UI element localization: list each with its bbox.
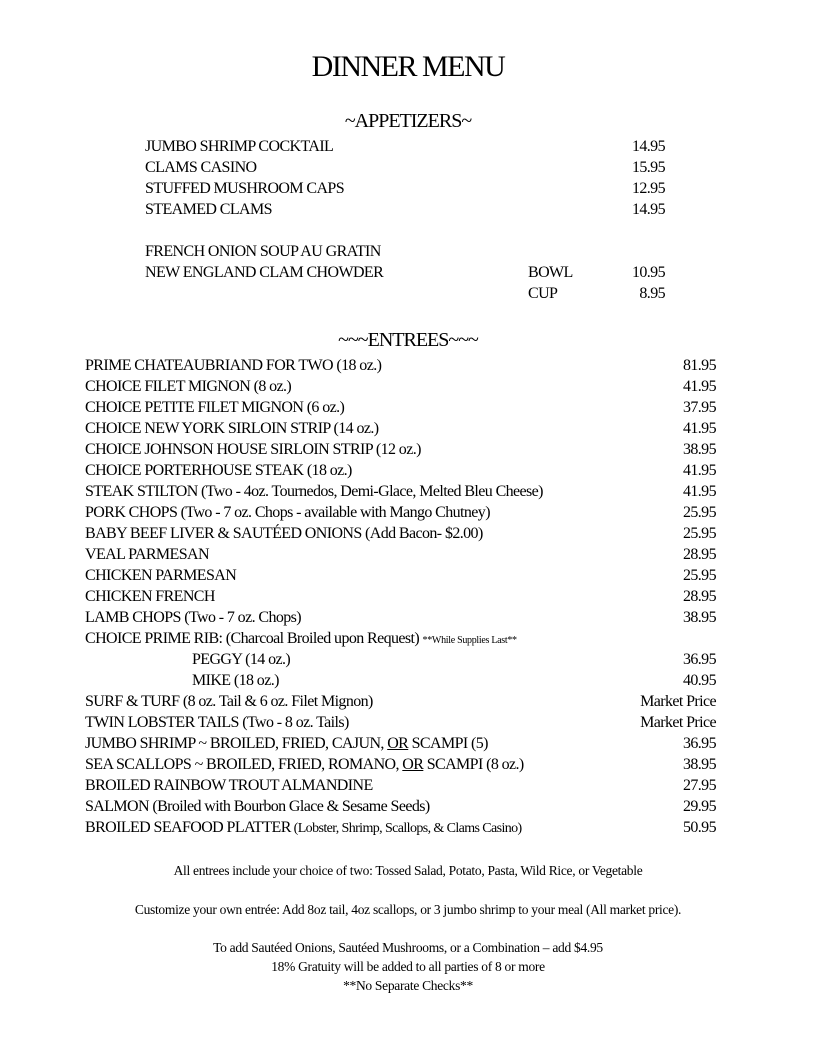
list-item: [85, 397, 716, 418]
list-item: [85, 775, 716, 796]
list-item: [85, 565, 716, 586]
item-name: CHOICE NEW YORK SIRLOIN STRIP (14 oz.): [85, 420, 379, 437]
item-price: 15.95: [631, 159, 665, 176]
list-item: [85, 691, 716, 712]
prime-rib-item: [85, 628, 716, 649]
bowl-label: BOWL: [528, 264, 573, 281]
item-name: PORK CHOPS (Two - 7 oz. Chops - available with Mango Chutney): [85, 504, 490, 521]
cup-label: CUP: [528, 285, 558, 302]
list-item: [85, 817, 716, 838]
list-item: [85, 376, 716, 397]
item-name: CHOICE PRIME RIB: (Charcoal Broiled upon Request): [85, 630, 420, 647]
item-name: STEAK STILTON (Two - 4oz. Tournedos, Demi-Glace, Melted Bleu Cheese): [85, 483, 543, 500]
list-item: [145, 178, 665, 199]
or-underlined: OR: [387, 735, 409, 752]
page-title: DINNER MENU: [311, 50, 505, 83]
list-item: [85, 460, 716, 481]
item-price: 38.95: [682, 609, 716, 626]
item-name: LAMB CHOPS (Two - 7 oz. Chops): [85, 609, 302, 626]
item-price: 25.95: [682, 567, 716, 584]
list-item: [85, 754, 716, 775]
item-name: CHICKEN FRENCH: [85, 588, 215, 605]
item-price: 41.95: [682, 378, 716, 395]
list-item: [85, 607, 716, 628]
soup-size-row: [145, 283, 665, 304]
item-price: 38.95: [682, 441, 716, 458]
item-name: BROILED SEAFOOD PLATTER: [85, 819, 291, 836]
prime-rib-size: [85, 670, 716, 691]
cup-price: 8.95: [639, 285, 665, 302]
addons-note: To add Sautéed Onions, Sautéed Mushrooms, or a Combination – add $4.95: [213, 940, 603, 955]
item-price: 27.95: [682, 777, 716, 794]
item-detail: (Lobster, Shrimp, Scallops, & Clams Casino): [290, 821, 522, 836]
item-price: 38.95: [682, 756, 716, 773]
item-price: 81.95: [682, 357, 716, 374]
entrees-list: [85, 355, 716, 838]
item-name: TWIN LOBSTER TAILS (Two - 8 oz. Tails): [85, 714, 349, 731]
item-name: PEGGY (14 oz.): [192, 651, 291, 668]
item-price: 40.95: [682, 672, 716, 689]
spacer: [145, 220, 665, 241]
item-name: STUFFED MUSHROOM CAPS: [145, 180, 345, 197]
item-name: MIKE (18 oz.): [192, 672, 279, 689]
item-price: Market Price: [640, 714, 716, 731]
list-item: [85, 586, 716, 607]
appetizers-list: [145, 136, 665, 304]
or-underlined: OR: [402, 756, 424, 773]
checks-note: **No Separate Checks**: [343, 978, 473, 993]
item-name: SALMON (Broiled with Bourbon Glace & Sesame Seeds): [85, 798, 430, 815]
item-name: CHICKEN PARMESAN: [85, 567, 237, 584]
list-item: [85, 733, 716, 754]
item-price: 41.95: [682, 420, 716, 437]
list-item: [85, 418, 716, 439]
item-price: 28.95: [682, 588, 716, 605]
gratuity-note: 18% Gratuity will be added to all parties of 8 or more: [271, 959, 545, 974]
item-name: CHOICE PORTERHOUSE STEAK (18 oz.): [85, 462, 352, 479]
soup-item: [145, 241, 665, 262]
item-price: 25.95: [682, 504, 716, 521]
item-name: VEAL PARMESAN: [85, 546, 209, 563]
appetizers-heading: ~APPETIZERS~: [344, 110, 472, 132]
item-name: BABY BEEF LIVER & SAUTÉED ONIONS (Add Bacon- $2.00): [85, 525, 483, 542]
list-item: [145, 157, 665, 178]
item-price: 25.95: [682, 525, 716, 542]
item-price: 50.95: [682, 819, 716, 836]
customize-note: Customize your own entrée: Add 8oz tail, 4oz scallops, or 3 jumbo shrimp to your meal (All market price).: [134, 902, 682, 917]
item-name: SURF & TURF (8 oz. Tail & 6 oz. Filet Mignon): [85, 693, 373, 710]
item-name: CHOICE PETITE FILET MIGNON (6 oz.): [85, 399, 345, 416]
item-name-part: JUMBO SHRIMP ~ BROILED, FRIED, CAJUN,: [85, 735, 388, 752]
item-price: 36.95: [682, 651, 716, 668]
item-price: 37.95: [682, 399, 716, 416]
list-item: [145, 199, 665, 220]
item-name: FRENCH ONION SOUP AU GRATIN: [145, 243, 381, 260]
sides-note: All entrees include your choice of two: Tossed Salad, Potato, Pasta, Wild Rice, or Vegetable: [173, 863, 643, 878]
supply-note: **While Supplies Last**: [422, 635, 517, 646]
item-name: NEW ENGLAND CLAM CHOWDER: [145, 264, 384, 281]
item-price: Market Price: [640, 693, 716, 710]
list-item: [85, 712, 716, 733]
item-price: 41.95: [682, 462, 716, 479]
item-name: BROILED RAINBOW TROUT ALMANDINE: [85, 777, 373, 794]
item-name: STEAMED CLAMS: [145, 201, 272, 218]
list-item: [85, 796, 716, 817]
soup-item: [145, 262, 665, 283]
list-item: [85, 481, 716, 502]
item-name-part: SEA SCALLOPS ~ BROILED, FRIED, ROMANO,: [85, 756, 403, 773]
item-name: JUMBO SHRIMP COCKTAIL: [145, 138, 334, 155]
footer-notes: [0, 938, 816, 995]
item-price: 41.95: [682, 483, 716, 500]
item-price: 36.95: [682, 735, 716, 752]
item-name: PRIME CHATEAUBRIAND FOR TWO (18 oz.): [85, 357, 382, 374]
prime-rib-size: [85, 649, 716, 670]
item-name-part: SCAMPI (8 oz.): [423, 756, 524, 773]
item-price: 14.95: [631, 138, 665, 155]
list-item: [85, 355, 716, 376]
item-name: CHOICE JOHNSON HOUSE SIRLOIN STRIP (12 oz.): [85, 441, 421, 458]
list-item: [85, 502, 716, 523]
item-name-part: SCAMPI (5): [408, 735, 488, 752]
list-item: [85, 439, 716, 460]
item-price: 12.95: [631, 180, 665, 197]
bowl-price: 10.95: [631, 264, 665, 281]
item-price: 29.95: [682, 798, 716, 815]
list-item: [85, 544, 716, 565]
item-name: CLAMS CASINO: [145, 159, 257, 176]
item-name: CHOICE FILET MIGNON (8 oz.): [85, 378, 292, 395]
entrees-heading: ~~~ENTREES~~~: [338, 329, 478, 351]
list-item: [145, 136, 665, 157]
item-price: 14.95: [631, 201, 665, 218]
item-price: 28.95: [682, 546, 716, 563]
list-item: [85, 523, 716, 544]
